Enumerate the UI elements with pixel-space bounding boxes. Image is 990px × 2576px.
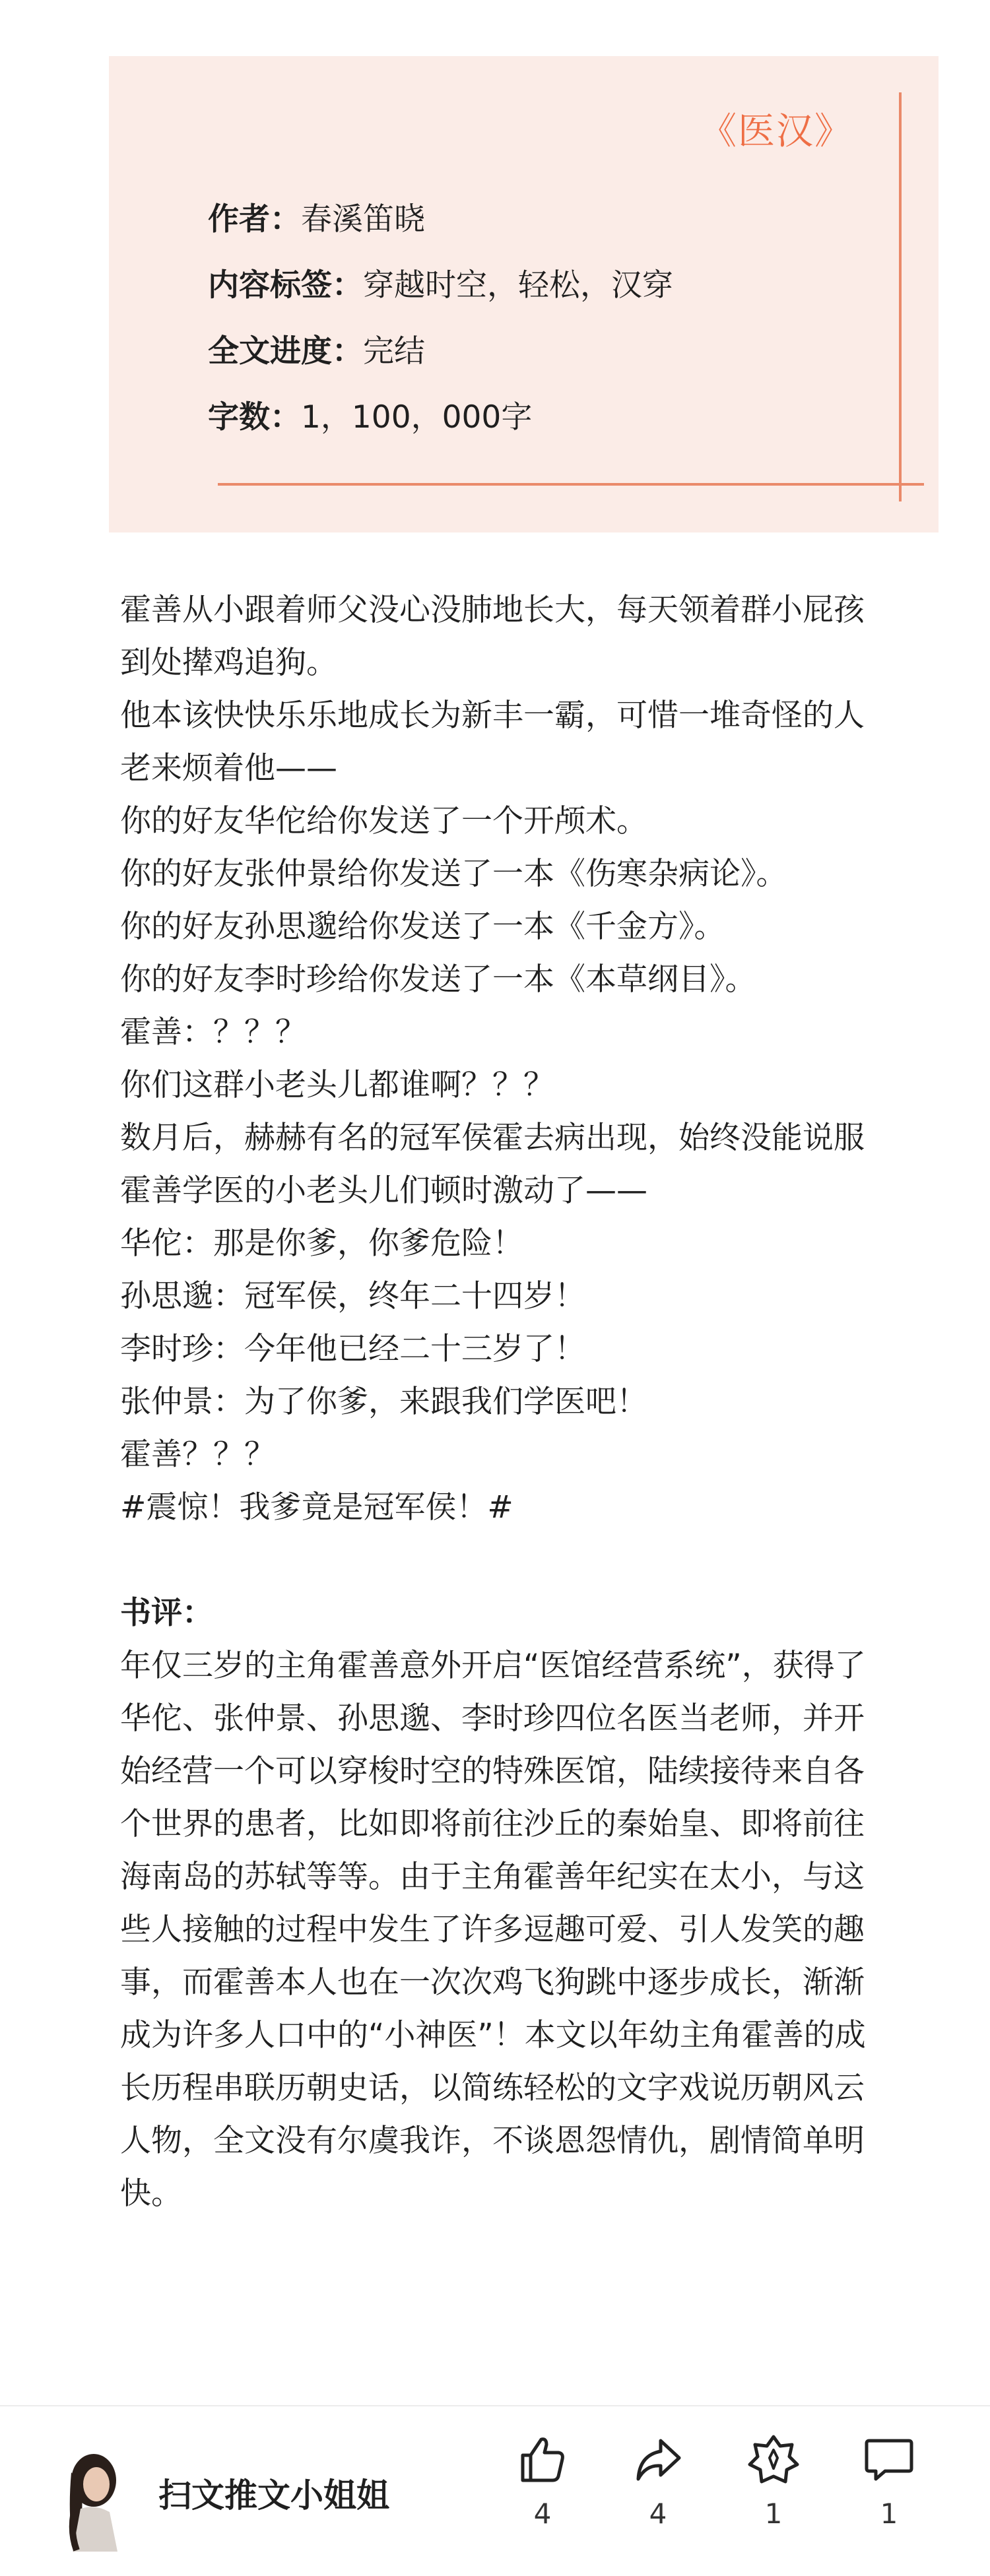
book-info-card [109,56,939,532]
comment-button[interactable] [849,2433,929,2530]
gift-button[interactable] [734,2433,813,2530]
book-title: 《医汉》 [700,110,853,153]
synopsis-line: 李时珍：今年他已经二十三岁了！ [120,1331,585,1367]
paragraph-gap [120,1534,879,1587]
synopsis-line: 你的好友张仲景给你发送了一本《伤寒杂病论》。 [120,856,787,892]
like-button[interactable] [503,2433,582,2530]
post-footer [0,2406,990,2576]
tags-value: 穿越时空，轻松，汉穿 [363,267,673,304]
share-arrow-icon [632,2433,684,2486]
avatar[interactable] [54,2446,132,2552]
synopsis-line: 你们这群小老头儿都谁啊？？？ [120,1067,554,1103]
synopsis-line: 霍善从小跟着师父没心没肺地长大，每天领着群小屁孩到处撵鸡追狗。 [120,592,865,681]
synopsis-line: 你的好友华佗给你发送了一个开颅术。 [120,803,647,839]
tags-row [208,261,673,305]
comment-icon [863,2433,915,2486]
tags-label: 内容标签： [208,267,363,304]
share-button[interactable] [618,2433,698,2530]
synopsis-line: 数月后，赫赫有名的冠军侯霍去病出现，始终没能说服霍善学医的小老头儿们顿时激动了—— [120,1120,865,1209]
synopsis-line: 华佗：那是你爹，你爹危险！ [120,1225,523,1262]
post-content [120,584,879,2220]
author-value: 春溪笛晓 [301,201,425,238]
synopsis-line: 你的好友李时珍给你发送了一本《本草纲目》。 [120,961,756,998]
share-count: 4 [649,2497,667,2530]
author-label: 作者： [208,201,301,238]
author-name[interactable]: 扫文推文小姐姐 [158,2476,389,2515]
gift-badge-icon [747,2433,800,2486]
synopsis-line: 他本该快快乐乐地成长为新丰一霸，可惜一堆奇怪的人老来烦着他—— [120,697,865,787]
synopsis-line: 张仲景：为了你爹，来跟我们学医吧！ [120,1384,647,1420]
progress-label: 全文进度： [208,333,363,370]
words-label: 字数： [208,399,301,435]
progress-value: 完结 [363,333,425,370]
comment-count: 1 [880,2497,898,2530]
thumbs-up-icon [516,2433,569,2486]
words-value: 1，100，000字 [301,399,533,435]
gift-count: 1 [764,2497,783,2530]
synopsis-line: 霍善？？？ [120,1436,275,1473]
review-text: 年仅三岁的主角霍善意外开启“医馆经营系统”，获得了华佗、张仲景、孙思邈、李时珍四位名医当老师，并开始经营一个可以穿梭时空的特殊医馆，陆续接待来自各个世界的患者，比如即将前往沙丘的秦始皇、即将前往海南岛的苏轼等等。由于主角霍善年纪实在太小，与这些人接触的过程中发生了许多逗趣可爱、引人发笑的趣事，而霍善本人也在一次次鸡飞狗跳中逐步成长，渐渐成为许多人口中的“小神医”！本文以年幼主角霍善的成长历程串联历朝史话，以简练轻松的文字戏说历朝风云人物，全文没有尔虞我诈，不谈恩怨情仇，剧情简单明快。 [120,1648,866,2212]
synopsis-line: #震惊！我爹竟是冠军侯！# [120,1489,513,1526]
words-row [208,393,532,437]
review-heading: 书评： [120,1595,213,1631]
progress-row [208,327,425,371]
like-count: 4 [533,2497,552,2530]
card-vertical-line [899,92,902,501]
synopsis-line: 霍善：？？？ [120,1014,306,1050]
synopsis-line: 孙思邈：冠军侯，终年二十四岁！ [120,1278,585,1314]
author-row [208,195,425,239]
synopsis-line: 你的好友孙思邈给你发送了一本《千金方》。 [120,909,725,945]
card-horizontal-line [218,483,924,486]
